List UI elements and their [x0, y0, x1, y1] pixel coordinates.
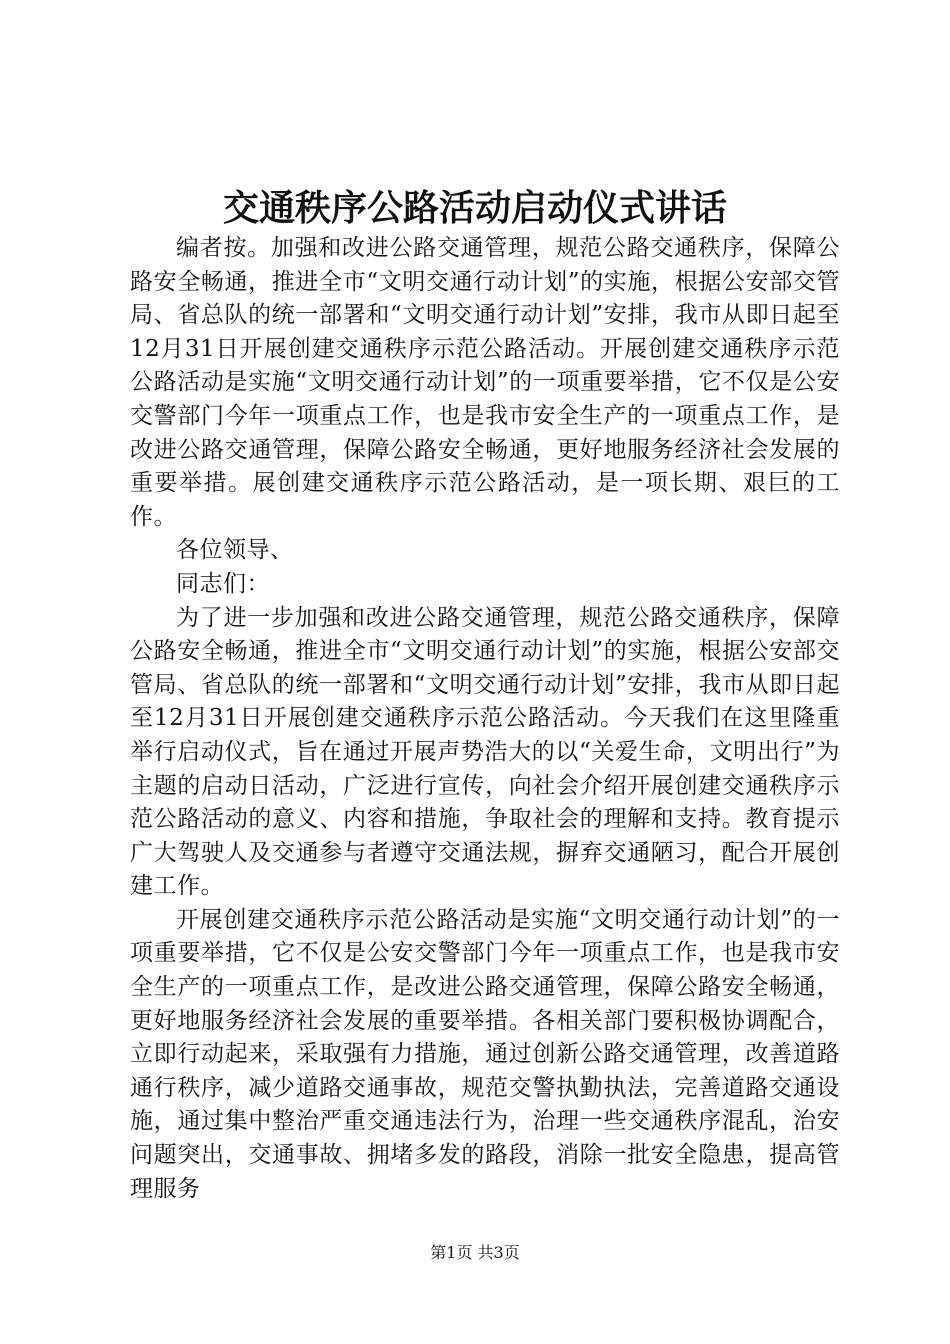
salutation-comrades: 同志们： — [176, 570, 270, 597]
page-footer: 第1页 共3页 — [430, 1243, 520, 1262]
page-title: 交通秩序公路活动启动仪式讲话 — [222, 187, 727, 229]
editor-note-paragraph: 编者按。加强和改进公路交通管理，规范公路交通秩序，保障公路安全畅通，推进全市“文明交通行动计划”的实施，根据公安部交管局、省总队的统一部署和“文明交通行动计划”安排，我市从即日起至12月31日开展创建交通秩序示范公路活动。开展创建交通秩序示范公路活动是实施“文明交通行动计划”的一项重要举措，它不仅是公安交警部门今年一项重点工作，也是我市安全生产的一项重点工作，是改进公路交通管理，保障公路安全畅通，更好地服务经济社会发展的重要举措。展创建交通秩序示范公路活动，是一项长期、艰巨的工作。 — [130, 235, 840, 530]
document-body — [130, 232, 840, 1206]
body-paragraph: 开展创建交通秩序示范公路活动是实施“文明交通行动计划”的一项重要举措，它不仅是公安交警部门今年一项重点工作，也是我市安全生产的一项重点工作，是改进公路交通管理，保障公路安全畅通，更好地服务经济社会发展的重要举措。各相关部门要积极协调配合，立即行动起来，采取强有力措施，通过创新公路交通管理，改善道路通行秩序，减少道路交通事故，规范交警执勤执法，完善道路交通设施，通过集中整治严重交通违法行为，治理一些交通秩序混乱，治安问题突出，交通事故、拥堵多发的路段，消除一批安全隐患，提高管理服务 — [130, 906, 840, 1202]
body-paragraph: 为了进一步加强和改进公路交通管理，规范公路交通秩序，保障公路安全畅通，推进全市“文明交通行动计划”的实施，根据公安部交管局、省总队的统一部署和“文明交通行动计划”安排，我市从即日起至12月31日开展创建交通秩序示范公路活动。今天我们在这里隆重举行启动仪式，旨在通过开展声势浩大的以“关爱生命，文明出行”为主题的启动日活动，广泛进行宣传，向社会介绍开展创建交通秩序示范公路活动的意义、内容和措施，争取社会的理解和支持。教育提示广大驾驶人及交通参与者遵守交通法规，摒弃交通陋习，配合开展创建工作。 — [130, 604, 840, 900]
salutation-leaders: 各位领导、 — [176, 537, 294, 564]
